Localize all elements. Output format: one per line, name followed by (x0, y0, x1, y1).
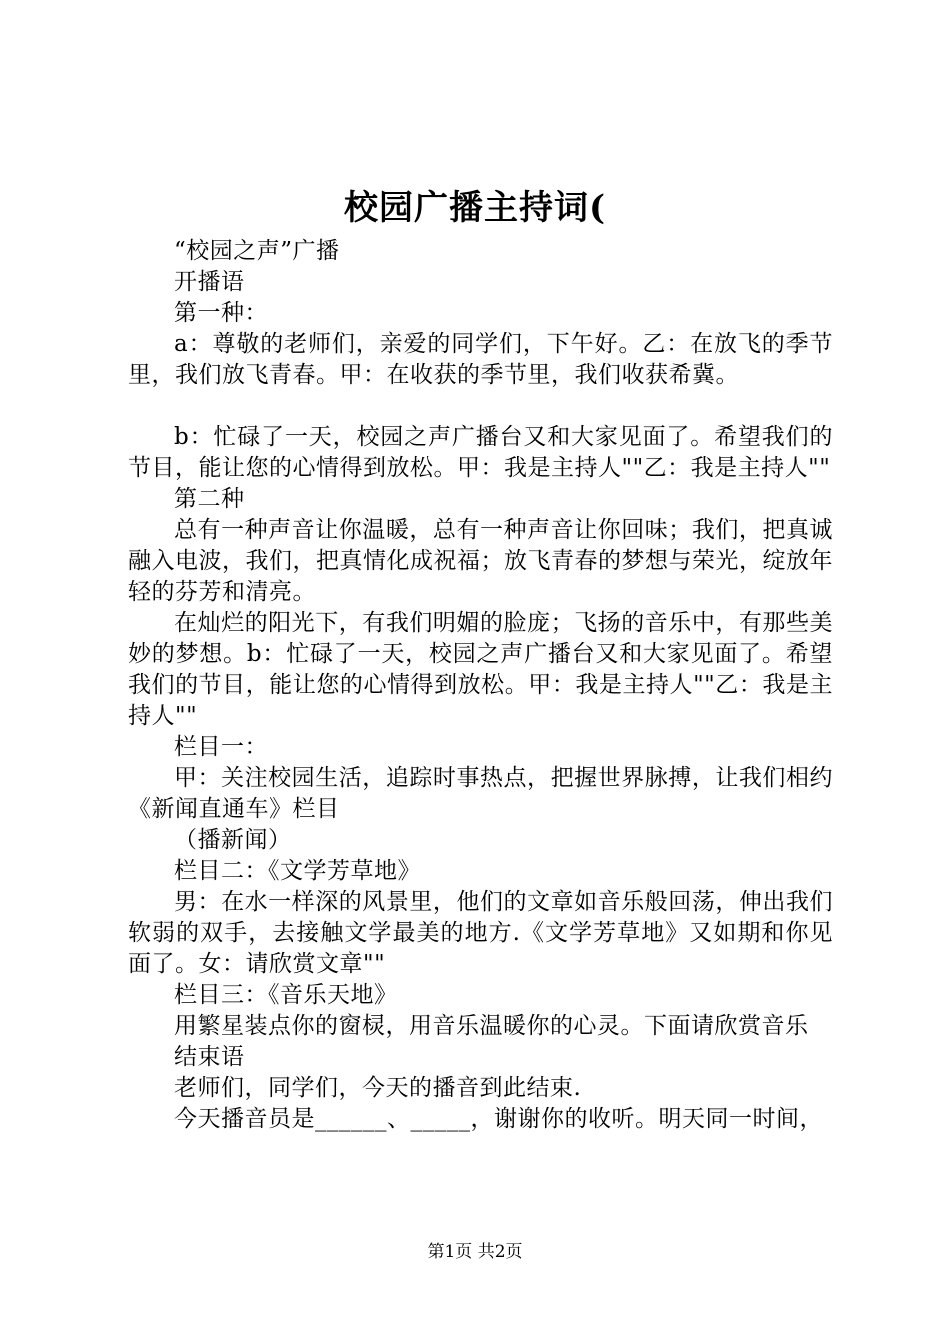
paragraph: 总有一种声音让你温暖，总有一种声音让你回味；我们，把真诚融入电波，我们，把真情化成祝福；放飞青春的梦想与荣光，绽放年轻的芬芳和清亮。 (128, 517, 833, 605)
paragraph: 第一种： (174, 300, 268, 326)
paragraph: 在灿烂的阳光下，有我们明媚的脸庞；飞扬的音乐中，有那些美妙的梦想。b：忙碌了一天，校园之声广播台又和大家见面了。希望我们的节目，能让您的心情得到放松。甲：我是主持人""乙：我是主持人"" (128, 610, 833, 729)
paragraph: b：忙碌了一天，校园之声广播台又和大家见面了。希望我们的节目，能让您的心情得到放松。甲：我是主持人""乙：我是主持人"" (128, 424, 833, 481)
paragraph: 男：在水一样深的风景里，他们的文章如音乐般回荡，伸出我们软弱的双手，去接触文学最美的地方.《文学芳草地》又如期和你见面了。女：请欣赏文章"" (128, 889, 833, 977)
document-title: 校园广播主持词( (343, 188, 607, 228)
paragraph: 栏目一： (174, 734, 268, 760)
paragraph: （播新闻） (174, 827, 292, 853)
paragraph: 开播语 (174, 269, 245, 295)
paragraph: 栏目三：《音乐天地》 (174, 982, 398, 1008)
paragraph: a：尊敬的老师们，亲爱的同学们，下午好。乙：在放飞的季节里，我们放飞青春。甲：在收获的季节里，我们收获希冀。 (128, 331, 833, 388)
paragraph: 老师们，同学们，今天的播音到此结束. (174, 1075, 582, 1101)
page-footer: 第1页 共2页 (427, 1242, 523, 1262)
paragraph: 结束语 (174, 1044, 245, 1070)
paragraph: 栏目二：《文学芳草地》 (174, 858, 421, 884)
document-body (128, 236, 833, 1135)
paragraph: 第二种 (174, 486, 245, 512)
paragraph: “校园之声”广播 (174, 238, 340, 264)
blank-line (128, 391, 833, 422)
paragraph: 今天播音员是______、_____，谢谢你的收听。明天同一时间， (174, 1106, 823, 1132)
paragraph: 用繁星装点你的窗棂，用音乐温暖你的心灵。下面请欣赏音乐 (174, 1013, 809, 1039)
paragraph: 甲：关注校园生活，追踪时事热点，把握世界脉搏，让我们相约《新闻直通车》栏目 (128, 765, 833, 822)
